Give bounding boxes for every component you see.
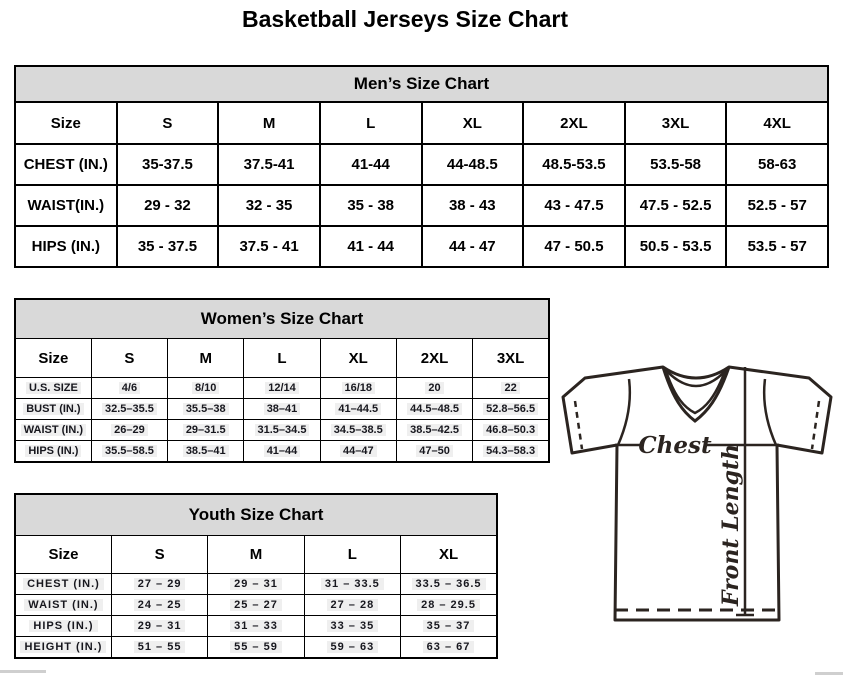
men-size-cell: 37.5 - 41 bbox=[218, 226, 320, 267]
men-size-cell: 52.5 - 57 bbox=[726, 185, 828, 226]
men-size-cell: 47.5 - 52.5 bbox=[625, 185, 727, 226]
women-size-cell: 22 bbox=[473, 378, 549, 399]
men-column-header-s: S bbox=[117, 102, 219, 144]
youth-size-chart-section bbox=[14, 493, 498, 659]
men-row-label: HIPS (IN.) bbox=[15, 226, 117, 267]
men-column-header-l: L bbox=[320, 102, 422, 144]
women-row-label: HIPS (IN.) bbox=[15, 441, 91, 463]
mens-size-chart-section bbox=[14, 65, 829, 268]
jersey-outline-icon bbox=[555, 353, 840, 645]
men-table-title: Men’s Size Chart bbox=[15, 66, 828, 102]
women-size-cell: 41–44 bbox=[244, 441, 320, 463]
youth-size-cell: 31 – 33.5 bbox=[304, 574, 400, 595]
youth-size-cell: 25 – 27 bbox=[208, 595, 304, 616]
men-size-cell: 29 - 32 bbox=[117, 185, 219, 226]
jersey-measurement-diagram bbox=[555, 353, 840, 645]
women-size-cell: 35.5–58.5 bbox=[91, 441, 167, 463]
youth-column-header-size: Size bbox=[15, 536, 111, 574]
women-size-cell: 16/18 bbox=[320, 378, 396, 399]
women-column-header-m: M bbox=[168, 339, 244, 378]
youth-row-label: CHEST (IN.) bbox=[15, 574, 111, 595]
youth-size-cell: 24 – 25 bbox=[111, 595, 207, 616]
men-size-cell: 58-63 bbox=[726, 144, 828, 185]
women-size-cell: 41–44.5 bbox=[320, 399, 396, 420]
women-row-label: U.S. SIZE bbox=[15, 378, 91, 399]
men-column-header-xl: XL bbox=[422, 102, 524, 144]
page-title: Basketball Jerseys Size Chart bbox=[241, 6, 568, 32]
women-size-cell: 44–47 bbox=[320, 441, 396, 463]
women-column-header-l: L bbox=[244, 339, 320, 378]
women-size-cell: 44.5–48.5 bbox=[396, 399, 472, 420]
men-column-header-size: Size bbox=[15, 102, 117, 144]
women-size-cell: 34.5–38.5 bbox=[320, 420, 396, 441]
men-size-cell: 38 - 43 bbox=[422, 185, 524, 226]
youth-column-header-xl: XL bbox=[401, 536, 497, 574]
chest-measurement-label: Chest bbox=[638, 432, 712, 459]
youth-row-label: HIPS (IN.) bbox=[15, 616, 111, 637]
youth-size-cell: 51 – 55 bbox=[111, 637, 207, 659]
women-row-label: BUST (IN.) bbox=[15, 399, 91, 420]
youth-size-cell: 29 – 31 bbox=[111, 616, 207, 637]
women-row-label: WAIST (IN.) bbox=[15, 420, 91, 441]
scrollbar-fragment-left bbox=[0, 670, 46, 673]
men-size-cell: 41-44 bbox=[320, 144, 422, 185]
youth-size-cell: 63 – 67 bbox=[401, 637, 497, 659]
men-row-label: CHEST (IN.) bbox=[15, 144, 117, 185]
women-size-cell: 47–50 bbox=[396, 441, 472, 463]
youth-size-cell: 33.5 – 36.5 bbox=[401, 574, 497, 595]
youth-row-label: WAIST (IN.) bbox=[15, 595, 111, 616]
youth-size-cell: 31 – 33 bbox=[208, 616, 304, 637]
women-size-cell: 38.5–42.5 bbox=[396, 420, 472, 441]
youth-table-title: Youth Size Chart bbox=[15, 494, 497, 536]
women-size-cell: 12/14 bbox=[244, 378, 320, 399]
scrollbar-fragment-right bbox=[815, 672, 843, 675]
men-size-cell: 35-37.5 bbox=[117, 144, 219, 185]
men-column-header-m: M bbox=[218, 102, 320, 144]
women-column-header-size: Size bbox=[15, 339, 91, 378]
men-size-cell: 37.5-41 bbox=[218, 144, 320, 185]
youth-size-cell: 27 – 28 bbox=[304, 595, 400, 616]
men-row-label: WAIST(IN.) bbox=[15, 185, 117, 226]
women-size-cell: 38.5–41 bbox=[168, 441, 244, 463]
men-size-cell: 35 - 38 bbox=[320, 185, 422, 226]
women-size-cell: 46.8–50.3 bbox=[473, 420, 549, 441]
men-size-cell: 43 - 47.5 bbox=[523, 185, 625, 226]
youth-size-cell: 29 – 31 bbox=[208, 574, 304, 595]
youth-size-cell: 28 – 29.5 bbox=[401, 595, 497, 616]
womens-size-table bbox=[14, 298, 550, 463]
women-table-title: Women’s Size Chart bbox=[15, 299, 549, 339]
front-length-measurement-label: Front Length bbox=[718, 443, 744, 607]
men-size-cell: 44 - 47 bbox=[422, 226, 524, 267]
women-size-cell: 31.5–34.5 bbox=[244, 420, 320, 441]
womens-size-chart-section bbox=[14, 298, 550, 463]
youth-size-cell: 59 – 63 bbox=[304, 637, 400, 659]
youth-size-table bbox=[14, 493, 498, 659]
youth-column-header-l: L bbox=[304, 536, 400, 574]
men-size-cell: 47 - 50.5 bbox=[523, 226, 625, 267]
women-size-cell: 20 bbox=[396, 378, 472, 399]
men-size-cell: 53.5-58 bbox=[625, 144, 727, 185]
women-column-header-s: S bbox=[91, 339, 167, 378]
women-column-header-2xl: 2XL bbox=[396, 339, 472, 378]
women-size-cell: 54.3–58.3 bbox=[473, 441, 549, 463]
youth-size-cell: 35 – 37 bbox=[401, 616, 497, 637]
women-column-header-3xl: 3XL bbox=[473, 339, 549, 378]
women-size-cell: 4/6 bbox=[91, 378, 167, 399]
men-column-header-2xl: 2XL bbox=[523, 102, 625, 144]
men-size-cell: 44-48.5 bbox=[422, 144, 524, 185]
youth-size-cell: 27 – 29 bbox=[111, 574, 207, 595]
men-size-cell: 35 - 37.5 bbox=[117, 226, 219, 267]
men-column-header-4xl: 4XL bbox=[726, 102, 828, 144]
youth-row-label: HEIGHT (IN.) bbox=[15, 637, 111, 659]
women-column-header-xl: XL bbox=[320, 339, 396, 378]
men-size-cell: 48.5-53.5 bbox=[523, 144, 625, 185]
youth-size-cell: 33 – 35 bbox=[304, 616, 400, 637]
women-size-cell: 52.8–56.5 bbox=[473, 399, 549, 420]
women-size-cell: 26–29 bbox=[91, 420, 167, 441]
women-size-cell: 8/10 bbox=[168, 378, 244, 399]
mens-size-table bbox=[14, 65, 829, 268]
women-size-cell: 35.5–38 bbox=[168, 399, 244, 420]
youth-size-cell: 55 – 59 bbox=[208, 637, 304, 659]
women-size-cell: 29–31.5 bbox=[168, 420, 244, 441]
men-size-cell: 53.5 - 57 bbox=[726, 226, 828, 267]
women-size-cell: 38–41 bbox=[244, 399, 320, 420]
youth-column-header-m: M bbox=[208, 536, 304, 574]
men-size-cell: 32 - 35 bbox=[218, 185, 320, 226]
men-size-cell: 50.5 - 53.5 bbox=[625, 226, 727, 267]
youth-column-header-s: S bbox=[111, 536, 207, 574]
men-size-cell: 41 - 44 bbox=[320, 226, 422, 267]
men-column-header-3xl: 3XL bbox=[625, 102, 727, 144]
women-size-cell: 32.5–35.5 bbox=[91, 399, 167, 420]
